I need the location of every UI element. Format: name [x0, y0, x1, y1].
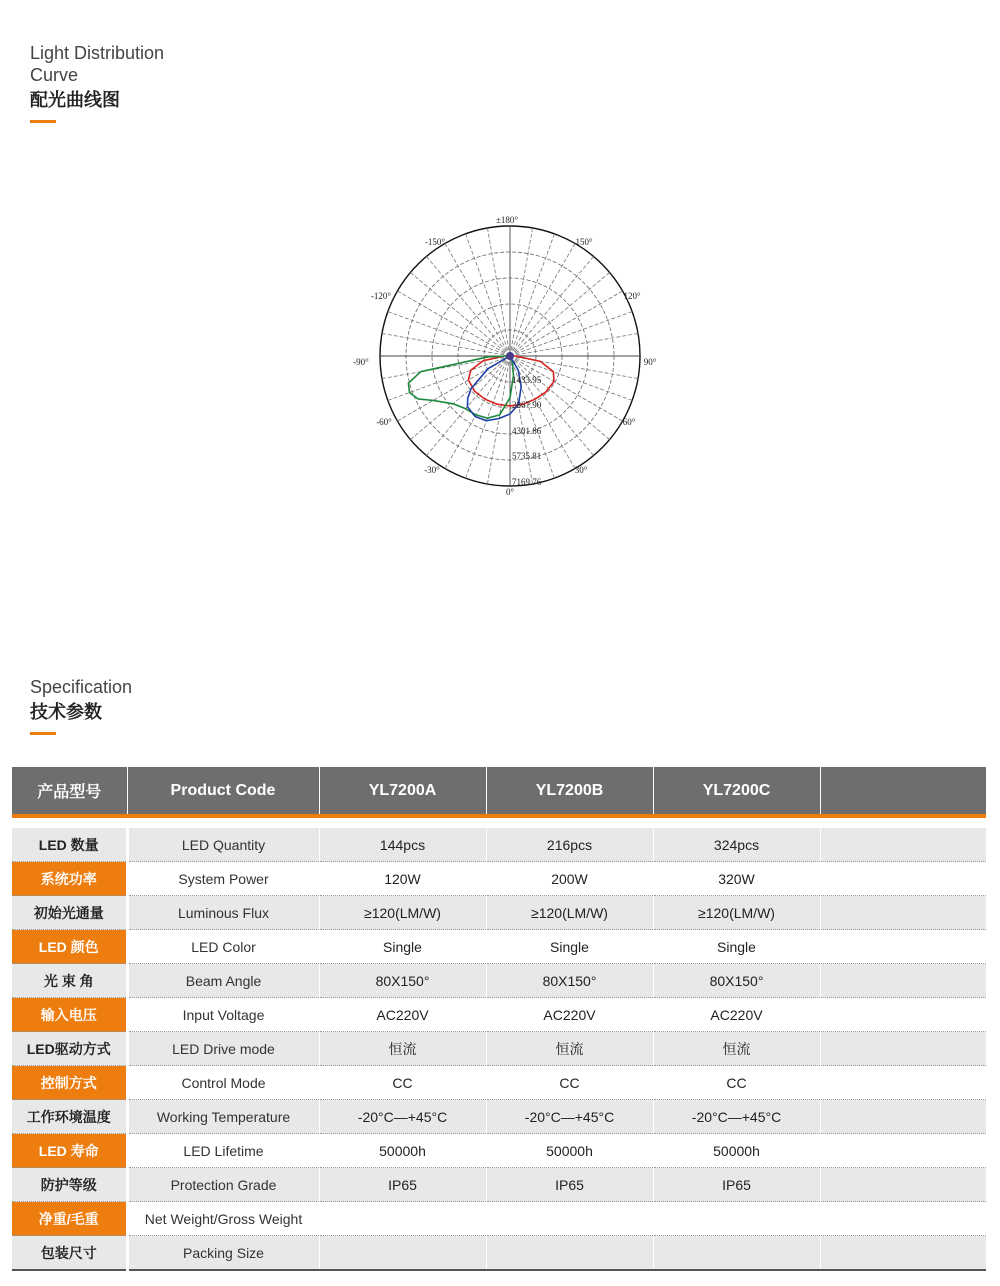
light-distribution-polar-chart [340, 205, 680, 505]
value-yl7200a: 恒流 [319, 1032, 486, 1066]
row-label-en: Working Temperature [127, 1100, 319, 1134]
value-empty [820, 1134, 986, 1168]
value-yl7200b: 80X150° [486, 964, 653, 998]
section-title-en-line1: Light Distribution [30, 43, 165, 63]
row-label-cn: 控制方式 [12, 1066, 127, 1100]
header-product-model-cn: 产品型号 [12, 767, 127, 814]
row-label-en: LED Color [127, 930, 319, 964]
angle-label-60: 60° [622, 417, 636, 427]
angle-label-minus30: -30° [424, 465, 440, 475]
value-yl7200a: IP65 [319, 1168, 486, 1202]
polar-spoke [510, 234, 554, 356]
value-yl7200c: Single [653, 930, 820, 964]
angle-label-0: 0° [505, 487, 515, 497]
table-row [12, 930, 986, 964]
header-empty [820, 767, 986, 814]
value-yl7200c: IP65 [653, 1168, 820, 1202]
row-label-en: LED Drive mode [127, 1032, 319, 1066]
value-yl7200b: 200W [486, 862, 653, 896]
value-yl7200c: 320W [653, 862, 820, 896]
value-yl7200a: ≥120(LM/W) [319, 896, 486, 930]
header-gap [12, 818, 986, 828]
value-yl7200b: CC [486, 1066, 653, 1100]
value-yl7200b: 恒流 [486, 1032, 653, 1066]
angle-label-150: 150° [575, 237, 593, 247]
table-header-row [12, 767, 986, 814]
table-row [12, 1100, 986, 1134]
value-yl7200b: AC220V [486, 998, 653, 1032]
table-row [12, 1134, 986, 1168]
row-label-cn: 防护等级 [12, 1168, 127, 1202]
header-model-a: YL7200A [319, 767, 486, 814]
row-label-en: LED Lifetime [127, 1134, 319, 1168]
value-yl7200b: IP65 [486, 1168, 653, 1202]
value-empty [820, 828, 986, 862]
polar-curves [408, 352, 554, 421]
specification-header [30, 676, 132, 735]
value-yl7200b [486, 1202, 653, 1236]
value-yl7200b: ≥120(LM/W) [486, 896, 653, 930]
table-row [12, 828, 986, 862]
value-empty [820, 862, 986, 896]
row-label-en: Control Mode [127, 1066, 319, 1100]
value-yl7200a: -20°C—+45°C [319, 1100, 486, 1134]
value-yl7200b: 216pcs [486, 828, 653, 862]
value-yl7200c: AC220V [653, 998, 820, 1032]
value-yl7200a: CC [319, 1066, 486, 1100]
table-row [12, 1032, 986, 1066]
angle-label-minus120: -120° [370, 291, 392, 301]
table-header [12, 767, 986, 814]
row-label-en: Net Weight/Gross Weight [127, 1202, 319, 1236]
light-distribution-header [30, 42, 164, 123]
ring-label-5: 7169.76 [512, 477, 542, 487]
value-empty [820, 930, 986, 964]
value-yl7200b: Single [486, 930, 653, 964]
value-yl7200a: 120W [319, 862, 486, 896]
table-row [12, 1066, 986, 1100]
value-yl7200a [319, 1202, 486, 1236]
value-yl7200c [653, 1202, 820, 1236]
row-label-cn: 包装尺寸 [12, 1236, 127, 1271]
table-row [12, 862, 986, 896]
table-row [12, 1202, 986, 1236]
value-yl7200b: -20°C—+45°C [486, 1100, 653, 1134]
row-label-cn: 系统功率 [12, 862, 127, 896]
row-label-cn: 输入电压 [12, 998, 127, 1032]
polar-center-dot [506, 352, 514, 360]
value-yl7200c: ≥120(LM/W) [653, 896, 820, 930]
row-label-en: Packing Size [127, 1236, 319, 1271]
value-yl7200a: 50000h [319, 1134, 486, 1168]
header-product-code: Product Code [127, 767, 319, 814]
table-body [12, 814, 986, 1270]
value-yl7200b: 50000h [486, 1134, 653, 1168]
row-label-cn: LED 数量 [12, 828, 127, 862]
specification-table [12, 767, 986, 1271]
value-yl7200a: AC220V [319, 998, 486, 1032]
row-label-cn: LED 寿命 [12, 1134, 127, 1168]
angle-label-30: 30° [574, 465, 588, 475]
value-yl7200a: 144pcs [319, 828, 486, 862]
value-empty [820, 1066, 986, 1100]
row-label-cn: 光 束 角 [12, 964, 127, 998]
table-row [12, 896, 986, 930]
header-model-b: YL7200B [486, 767, 653, 814]
spec-title-cn: 技术参数 [30, 702, 102, 722]
ring-label-3: 4301.86 [512, 426, 542, 436]
value-yl7200a: 80X150° [319, 964, 486, 998]
row-label-en: LED Quantity [127, 828, 319, 862]
row-label-en: System Power [127, 862, 319, 896]
value-empty [820, 1168, 986, 1202]
value-yl7200a: Single [319, 930, 486, 964]
value-empty [820, 1202, 986, 1236]
value-yl7200c: 恒流 [653, 1032, 820, 1066]
value-yl7200a [319, 1236, 486, 1271]
table-row [12, 964, 986, 998]
value-empty [820, 998, 986, 1032]
row-label-en: Input Voltage [127, 998, 319, 1032]
row-label-en: Luminous Flux [127, 896, 319, 930]
section-title-cn: 配光曲线图 [30, 90, 120, 110]
angle-label-minus60: -60° [376, 417, 392, 427]
row-label-cn: LED驱动方式 [12, 1032, 127, 1066]
value-empty [820, 1236, 986, 1271]
angle-label-120: 120° [623, 291, 641, 301]
spec-title-en: Specification [30, 677, 133, 697]
row-label-cn: 净重/毛重 [12, 1202, 127, 1236]
value-yl7200c: 50000h [653, 1134, 820, 1168]
spec-accent-bar [30, 732, 56, 735]
value-empty [820, 1032, 986, 1066]
polar-spoke [382, 333, 510, 356]
row-label-cn: 工作环境温度 [12, 1100, 127, 1134]
row-label-cn: 初始光通量 [12, 896, 127, 930]
value-empty [820, 896, 986, 930]
angle-label-90: 90° [643, 357, 657, 367]
ring-label-1: 1433.95 [512, 375, 542, 385]
polar-spoke [510, 228, 533, 356]
table-row [12, 998, 986, 1032]
angle-label-minus150: -150° [424, 237, 446, 247]
value-yl7200c: 324pcs [653, 828, 820, 862]
value-empty [820, 1100, 986, 1134]
table-row [12, 1236, 986, 1271]
ring-label-4: 5735.81 [512, 451, 542, 461]
row-label-en: Protection Grade [127, 1168, 319, 1202]
value-empty [820, 964, 986, 998]
row-label-cn: LED 颜色 [12, 930, 127, 964]
angle-label-minus90: -90° [353, 357, 369, 367]
value-yl7200c: 80X150° [653, 964, 820, 998]
table-row [12, 1168, 986, 1202]
ring-label-2: 2867.90 [512, 400, 542, 410]
angle-label-180: ±180° [495, 215, 519, 225]
value-yl7200b [486, 1236, 653, 1271]
value-yl7200c: -20°C—+45°C [653, 1100, 820, 1134]
value-yl7200c [653, 1236, 820, 1271]
row-label-en: Beam Angle [127, 964, 319, 998]
header-model-c: YL7200C [653, 767, 820, 814]
section-accent-bar [30, 120, 56, 123]
polar-spoke [510, 333, 638, 356]
polar-spoke [487, 228, 510, 356]
section-title-en-line2: Curve [30, 65, 79, 85]
value-yl7200c: CC [653, 1066, 820, 1100]
